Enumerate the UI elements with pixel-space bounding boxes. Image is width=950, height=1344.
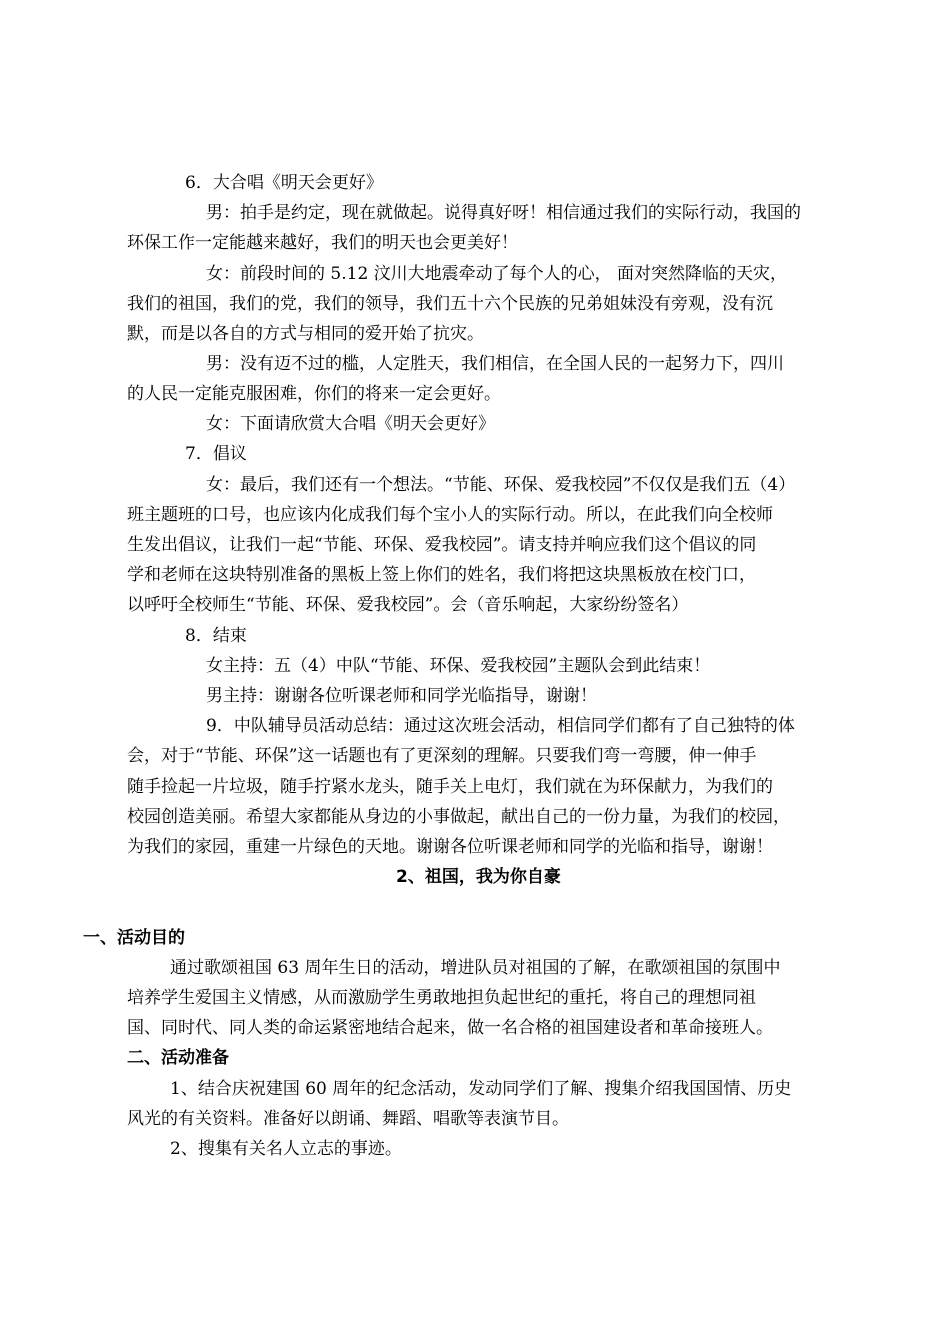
paragraph-line: 为我们的家园，重建一片绿色的天地。谢谢各位听课老师和同学的光临和指导，谢谢！ xyxy=(127,837,773,857)
paragraph-line: 男：没有迈不过的槛，人定胜天，我们相信，在全国人民的一起努力下，四川 xyxy=(206,354,784,374)
paragraph-line: 环保工作一定能越来越好，我们的明天也会更美好！ xyxy=(127,233,518,253)
heading-preparation: 二、活动准备 xyxy=(127,1048,229,1068)
paragraph-line: 男：拍手是约定，现在就做起。说得真好呀！相信通过我们的实际行动，我国的 xyxy=(206,203,801,223)
paragraph-line: 学和老师在这块特别准备的黑板上签上你们的姓名，我们将把这块黑板放在校门口， xyxy=(127,565,756,585)
paragraph-line: 女：下面请欣赏大合唱《明天会更好》 xyxy=(206,414,495,434)
paragraph-line: 校园创造美丽。希望大家都能从身边的小事做起，献出自己的一份力量，为我们的校园， xyxy=(127,807,790,827)
paragraph-line: 9．中队辅导员活动总结：通过这次班会活动，相信同学们都有了自己独特的体 xyxy=(206,716,795,736)
paragraph-line: 培养学生爱国主义情感，从而激励学生勇敢地担负起世纪的重托，将自己的理想同祖 xyxy=(127,988,756,1008)
paragraph-line: 以呼吁全校师生“节能、环保、爱我校园”。会（音乐响起，大家纷纷签名） xyxy=(127,595,689,615)
item6-title: 6．大合唱《明天会更好》 xyxy=(185,173,383,193)
paragraph-line: 班主题班的口号，也应该内化成我们每个宝小人的实际行动。所以，在此我们向全校师 xyxy=(127,505,773,525)
paragraph-line: 2、搜集有关名人立志的事迹。 xyxy=(170,1139,402,1159)
section-title: 2、祖国，我为你自豪 xyxy=(396,867,561,887)
paragraph-line: 的人民一定能克服困难，你们的将来一定会更好。 xyxy=(127,384,501,404)
paragraph-line: 会，对于“节能、环保”这一话题也有了更深刻的理解。只要我们弯一弯腰，伸一伸手 xyxy=(127,746,757,766)
paragraph-line: 通过歌颂祖国 63 周年生日的活动，增进队员对祖国的了解，在歌颂祖国的氛围中 xyxy=(170,958,781,978)
item7-title: 7．倡议 xyxy=(185,444,247,464)
heading-purpose: 一、活动目的 xyxy=(83,928,185,948)
paragraph-line: 风光的有关资料。准备好以朗诵、舞蹈、唱歌等表演节目。 xyxy=(127,1109,569,1129)
paragraph-line: 国、同时代、同人类的命运紧密地结合起来，做一名合格的祖国建设者和革命接班人。 xyxy=(127,1018,773,1038)
paragraph-line: 女主持：五（4）中队“节能、环保、爱我校园”主题队会到此结束！ xyxy=(206,656,711,676)
paragraph-line: 男主持：谢谢各位听课老师和同学光临指导，谢谢！ xyxy=(206,686,597,706)
paragraph-line: 我们的祖国，我们的党，我们的领导，我们五十六个民族的兄弟姐妹没有旁观，没有沉 xyxy=(127,294,773,314)
paragraph-line: 默，而是以各自的方式与相同的爱开始了抗灾。 xyxy=(127,324,484,344)
paragraph-line: 1、结合庆祝建国 60 周年的纪念活动，发动同学们了解、搜集介绍我国国情、历史 xyxy=(170,1079,792,1099)
paragraph-line: 随手捡起一片垃圾，随手拧紧水龙头，随手关上电灯，我们就在为环保献力，为我们的 xyxy=(127,777,773,797)
paragraph-line: 生发出倡议，让我们一起“节能、环保、爱我校园”。请支持并响应我们这个倡议的同 xyxy=(127,535,757,555)
item8-title: 8．结束 xyxy=(185,626,247,646)
paragraph-line: 女：最后，我们还有一个想法。“节能、环保、爱我校园”不仅仅是我们五（4） xyxy=(206,475,796,495)
paragraph-line: 女：前段时间的 5.12 汶川大地震牵动了每个人的心， 面对突然降临的天灾， xyxy=(206,264,788,284)
